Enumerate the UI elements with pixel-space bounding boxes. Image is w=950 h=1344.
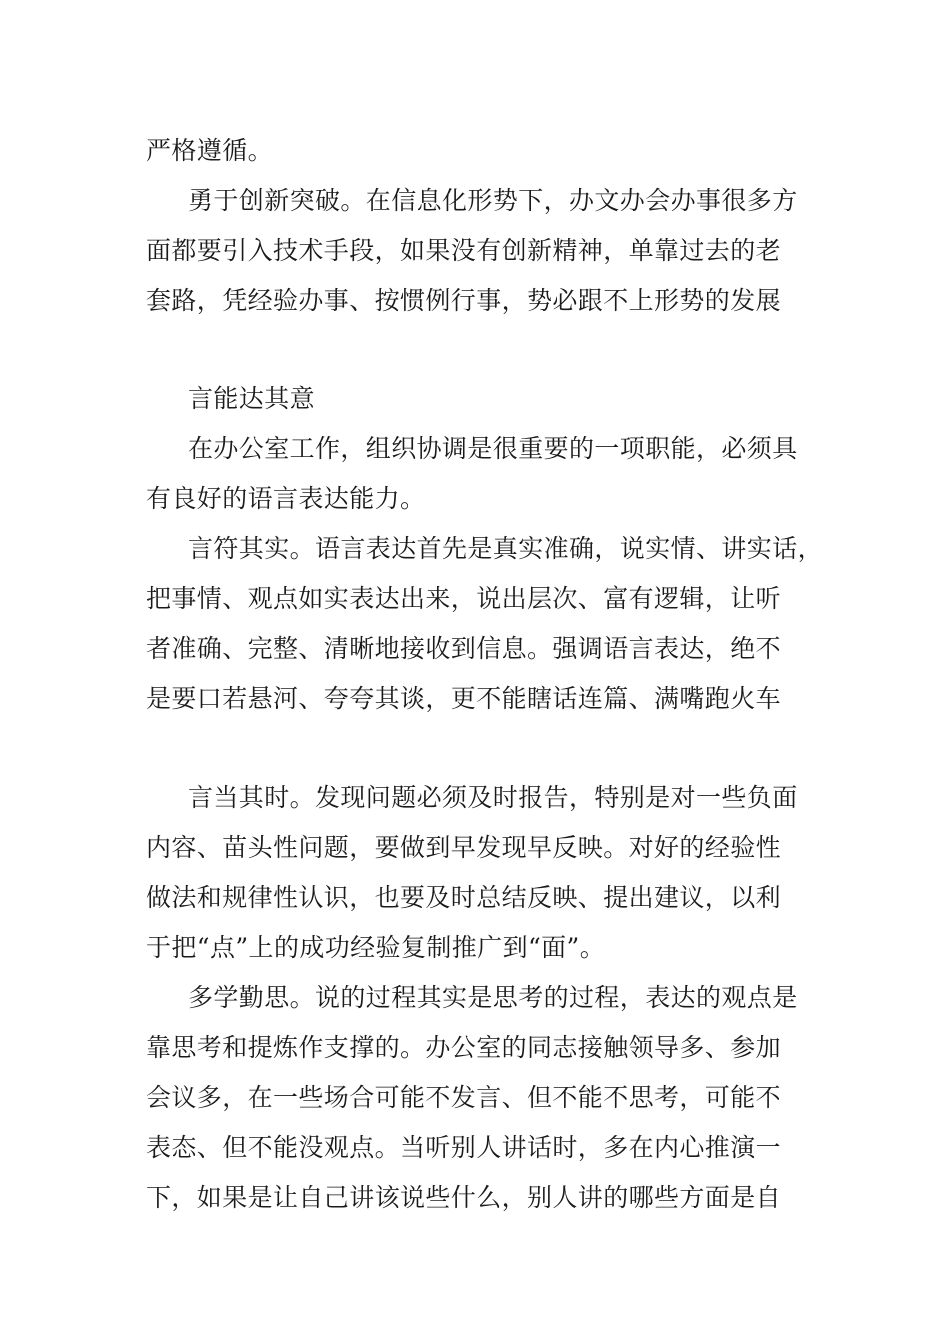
section-heading: 言能达其意 [188,384,316,413]
text-line: 靠思考和提炼作支撑的。办公室的同志接触领导多、参加 [146,1033,782,1062]
text-line: 在办公室工作，组织协调是很重要的一项职能，必须具 [188,434,798,463]
text-line: 做法和规律性认识，也要及时总结反映、提出建议，以利 [146,883,782,912]
text-line: 面都要引入技术手段，如果没有创新精神，单靠过去的老 [146,236,782,265]
text-line: 言符其实。语言表达首先是真实准确，说实情、讲实话， [188,534,824,563]
text-line: 言当其时。发现问题必须及时报告，特别是对一些负面 [188,783,798,812]
text-line: 多学勤思。说的过程其实是思考的过程，表达的观点是 [188,983,798,1012]
text-line: 有良好的语言表达能力。 [146,484,426,513]
text-line: 内容、苗头性问题，要做到早发现早反映。对好的经验性 [146,833,782,862]
text-line: 者准确、完整、清晰地接收到信息。强调语言表达，绝不 [146,634,782,663]
text-line: 把事情、观点如实表达出来，说出层次、富有逻辑，让听 [146,584,782,613]
text-line: 套路，凭经验办事、按惯例行事，势必跟不上形势的发展 [146,286,782,315]
text-line: 于把“点”上的成功经验复制推广到“面”。 [146,933,606,962]
text-line: 严格遵循。 [146,136,274,165]
text-line: 是要口若悬河、夸夸其谈，更不能瞎话连篇、满嘴跑火车 [146,684,782,713]
text-line: 下，如果是让自己讲该说些什么，别人讲的哪些方面是自 [146,1183,782,1212]
text-line: 会议多，在一些场合可能不发言、但不能不思考，可能不 [146,1083,782,1112]
text-line: 表态、但不能没观点。当听别人讲话时，多在内心推演一 [146,1133,782,1162]
text-line: 勇于创新突破。在信息化形势下，办文办会办事很多方 [188,186,798,215]
